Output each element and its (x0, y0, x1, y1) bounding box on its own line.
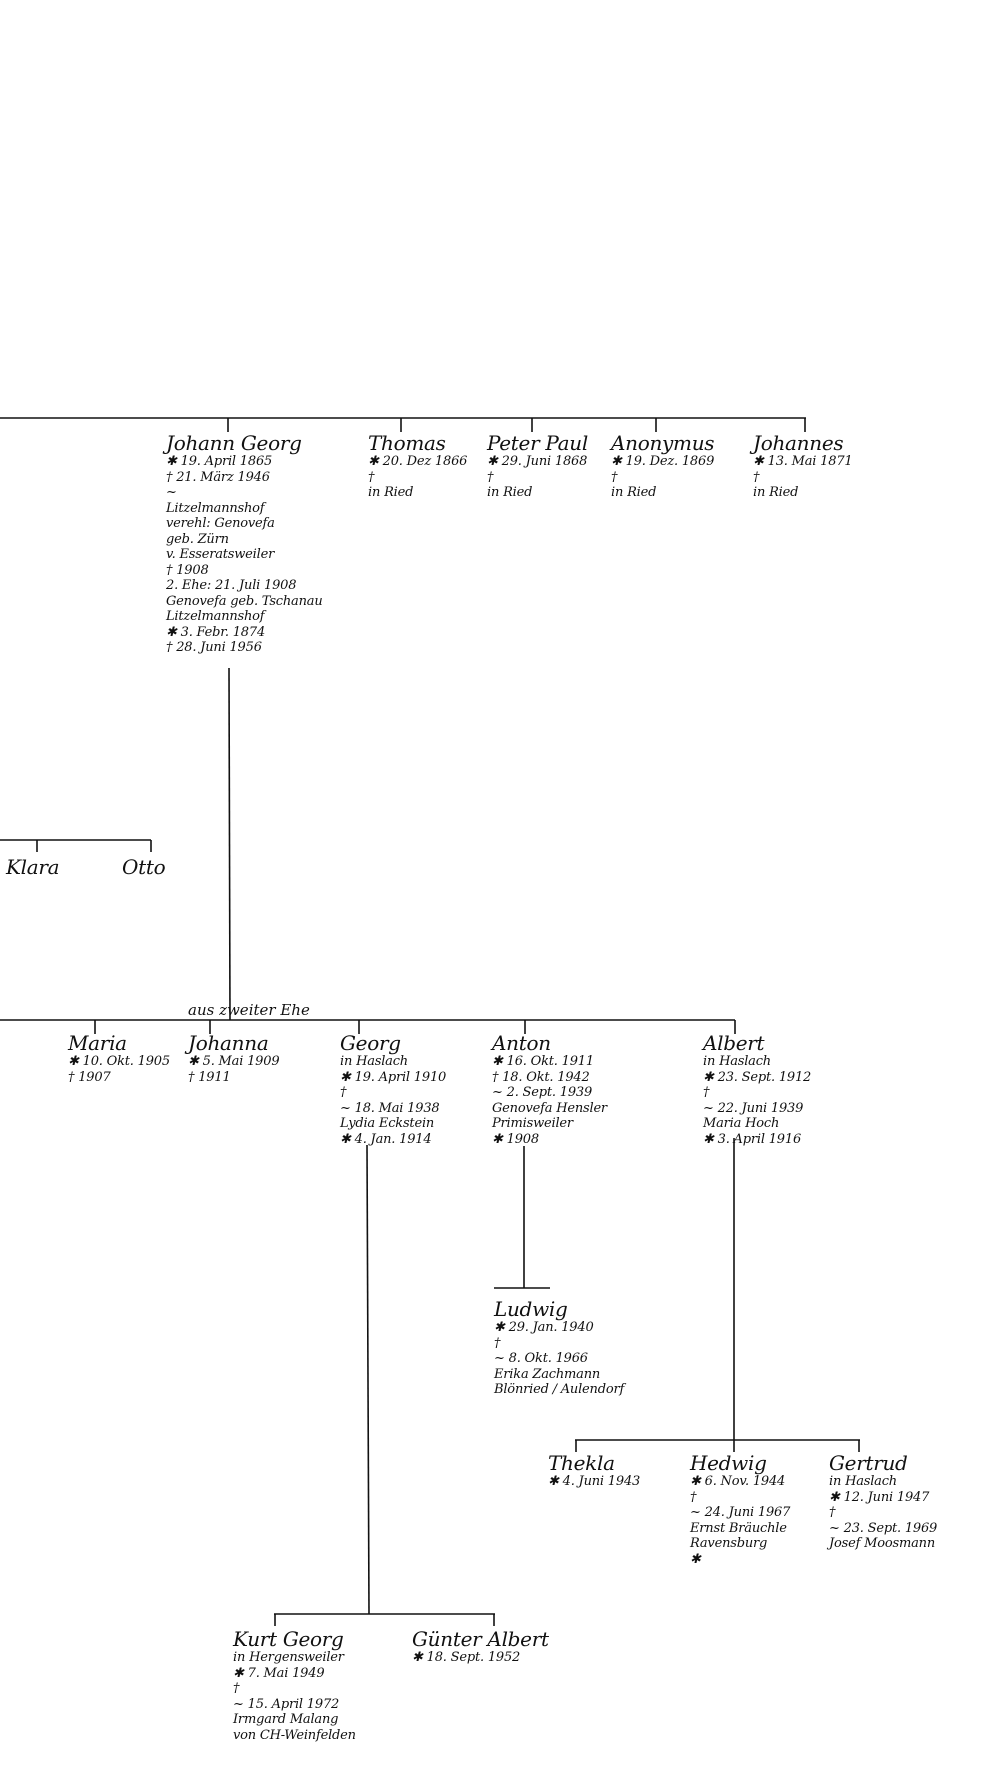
person-guenter-albert (412, 1628, 549, 1666)
person-detail-line: ✱ 29. Juni 1868 (487, 454, 588, 469)
person-thekla (548, 1452, 640, 1490)
person-detail-line: in Ried (611, 485, 657, 500)
person-detail-line: † (368, 469, 375, 485)
person-name: Günter Albert (412, 1627, 549, 1651)
person-detail-line: v. Esseratsweiler (166, 547, 275, 562)
person-detail-line: Erika Zachmann (494, 1366, 601, 1382)
person-johann-georg (166, 432, 323, 656)
person-name: Johannes (753, 431, 844, 455)
person-anton (492, 1032, 607, 1147)
person-detail-line: in Ried (753, 485, 799, 500)
descent-georg (367, 1145, 369, 1614)
person-detail-line: ~ 15. April 1972 (233, 1696, 340, 1712)
person-detail-line: Ernst Bräuchle (690, 1520, 787, 1536)
person-detail-line: † (703, 1085, 710, 1100)
person-detail-line: in Ried (487, 485, 533, 500)
person-peter-paul (487, 432, 588, 501)
person-detail-line: ✱ 23. Sept. 1912 (703, 1069, 812, 1085)
person-ludwig (494, 1298, 624, 1398)
person-detail-line: ~ 18. Mai 1938 (340, 1100, 440, 1116)
person-detail-line: ~ 22. Juni 1939 (703, 1100, 804, 1116)
person-detail-line: † 21. März 1946 (166, 469, 270, 485)
person-detail-line: ✱ (690, 1551, 701, 1567)
second-marriage-label: aus zweiter Ehe (188, 1001, 310, 1019)
person-detail-line: Blönried / Aulendorf (494, 1382, 625, 1397)
person-detail-line: Lydia Eckstein (340, 1116, 435, 1131)
person-name: Thomas (368, 431, 446, 455)
person-detail-line: † 1911 (188, 1069, 231, 1085)
person-detail-line: Genovefa geb. Tschanau (166, 593, 323, 609)
person-klara (6, 856, 59, 878)
person-detail-line: ~ 23. Sept. 1969 (829, 1520, 938, 1536)
person-name: Anonymus (611, 431, 715, 455)
person-name: Johann Georg (166, 431, 302, 455)
person-detail-line: † (340, 1085, 347, 1100)
person-detail-line: † (611, 469, 618, 485)
person-hedwig (690, 1452, 790, 1567)
person-detail-line: † (233, 1681, 240, 1696)
person-detail-line: ✱ 20. Dez 1866 (368, 454, 468, 469)
person-detail-line: † 28. Juni 1956 (166, 640, 262, 655)
person-detail-line: geb. Zürn (166, 531, 229, 547)
person-detail-line: ✱ 12. Juni 1947 (829, 1489, 930, 1505)
person-detail-line: ✱ 6. Nov. 1944 (690, 1474, 786, 1489)
person-johannes (753, 432, 852, 501)
person-detail-line: † 1907 (68, 1069, 111, 1085)
person-detail-line: Genovefa Hensler (492, 1100, 607, 1116)
person-name: Peter Paul (487, 431, 588, 455)
person-detail-line: ✱ 5. Mai 1909 (188, 1054, 280, 1069)
person-detail-line: ✱ 19. April 1910 (340, 1069, 447, 1085)
person-detail-line: in Haslach (703, 1054, 771, 1069)
person-detail-line: ~ 2. Sept. 1939 (492, 1085, 593, 1100)
person-detail-line: ✱ 1908 (492, 1131, 539, 1147)
person-detail-line: in Hergensweiler (233, 1650, 344, 1665)
person-name: Albert (703, 1031, 765, 1055)
person-detail-line: ✱ 18. Sept. 1952 (412, 1650, 521, 1665)
person-maria (68, 1032, 170, 1085)
person-detail-line: Irmgard Malang (233, 1712, 339, 1727)
person-thomas (368, 432, 467, 501)
person-detail-line: ✱ 4. Jan. 1914 (340, 1131, 432, 1147)
person-otto (122, 856, 165, 878)
person-anonymus (611, 432, 714, 501)
person-detail-line: † 1908 (166, 562, 209, 578)
person-detail-line: Litzelmannshof (166, 609, 265, 624)
person-kurt-georg (233, 1628, 356, 1743)
person-detail-line: † (487, 469, 494, 485)
person-johanna (188, 1032, 279, 1085)
person-detail-line: ✱ 10. Okt. 1905 (68, 1054, 170, 1069)
person-detail-line: † (494, 1335, 501, 1351)
person-detail-line: ~ (166, 485, 177, 500)
person-detail-line: ✱ 4. Juni 1943 (548, 1474, 641, 1489)
descent-johann-georg (229, 668, 230, 1020)
person-detail-line: verehl: Genovefa (166, 516, 275, 531)
person-name: Georg (340, 1031, 401, 1055)
person-detail-line: Josef Moosmann (829, 1536, 936, 1551)
person-name: Thekla (548, 1451, 615, 1475)
person-detail-line: ✱ 19. Dez. 1869 (611, 454, 715, 469)
person-albert (703, 1032, 811, 1147)
person-detail-line: Primisweiler (492, 1116, 573, 1131)
person-detail-line: ✱ 19. April 1865 (166, 454, 273, 469)
person-detail-line: 2. Ehe: 21. Juli 1908 (166, 578, 297, 593)
person-georg (340, 1032, 446, 1147)
person-detail-line: in Ried (368, 485, 414, 500)
person-detail-line: † (690, 1489, 697, 1505)
person-detail-line: ✱ 13. Mai 1871 (753, 454, 853, 469)
person-detail-line: ✱ 16. Okt. 1911 (492, 1054, 594, 1069)
person-name: Otto (122, 855, 166, 879)
person-detail-line: ~ 24. Juni 1967 (690, 1505, 791, 1520)
person-name: Klara (6, 855, 60, 879)
person-detail-line: ✱ 3. April 1916 (703, 1131, 802, 1147)
person-detail-line: ✱ 29. Jan. 1940 (494, 1320, 594, 1335)
person-detail-line: ✱ 3. Febr. 1874 (166, 624, 266, 640)
person-detail-line: Maria Hoch (703, 1116, 780, 1131)
person-gertrud (829, 1452, 937, 1552)
person-name: Hedwig (690, 1451, 767, 1475)
person-detail-line: † (829, 1505, 836, 1520)
person-detail-line: Ravensburg (690, 1536, 768, 1551)
person-detail-line: in Haslach (829, 1474, 897, 1489)
person-detail-line: in Haslach (340, 1054, 408, 1069)
person-name: Anton (492, 1031, 551, 1055)
person-name: Johanna (188, 1031, 269, 1055)
person-detail-line: ✱ 7. Mai 1949 (233, 1665, 325, 1681)
person-detail-line: von CH-Weinfelden (233, 1727, 356, 1743)
person-detail-line: † 18. Okt. 1942 (492, 1069, 590, 1085)
person-name: Maria (68, 1031, 127, 1055)
person-detail-line: ~ 8. Okt. 1966 (494, 1351, 588, 1366)
person-name: Ludwig (494, 1297, 568, 1321)
person-name: Gertrud (829, 1451, 908, 1475)
person-name: Kurt Georg (233, 1627, 344, 1651)
person-detail-line: Litzelmannshof (166, 500, 265, 516)
person-detail-line: † (753, 469, 760, 485)
